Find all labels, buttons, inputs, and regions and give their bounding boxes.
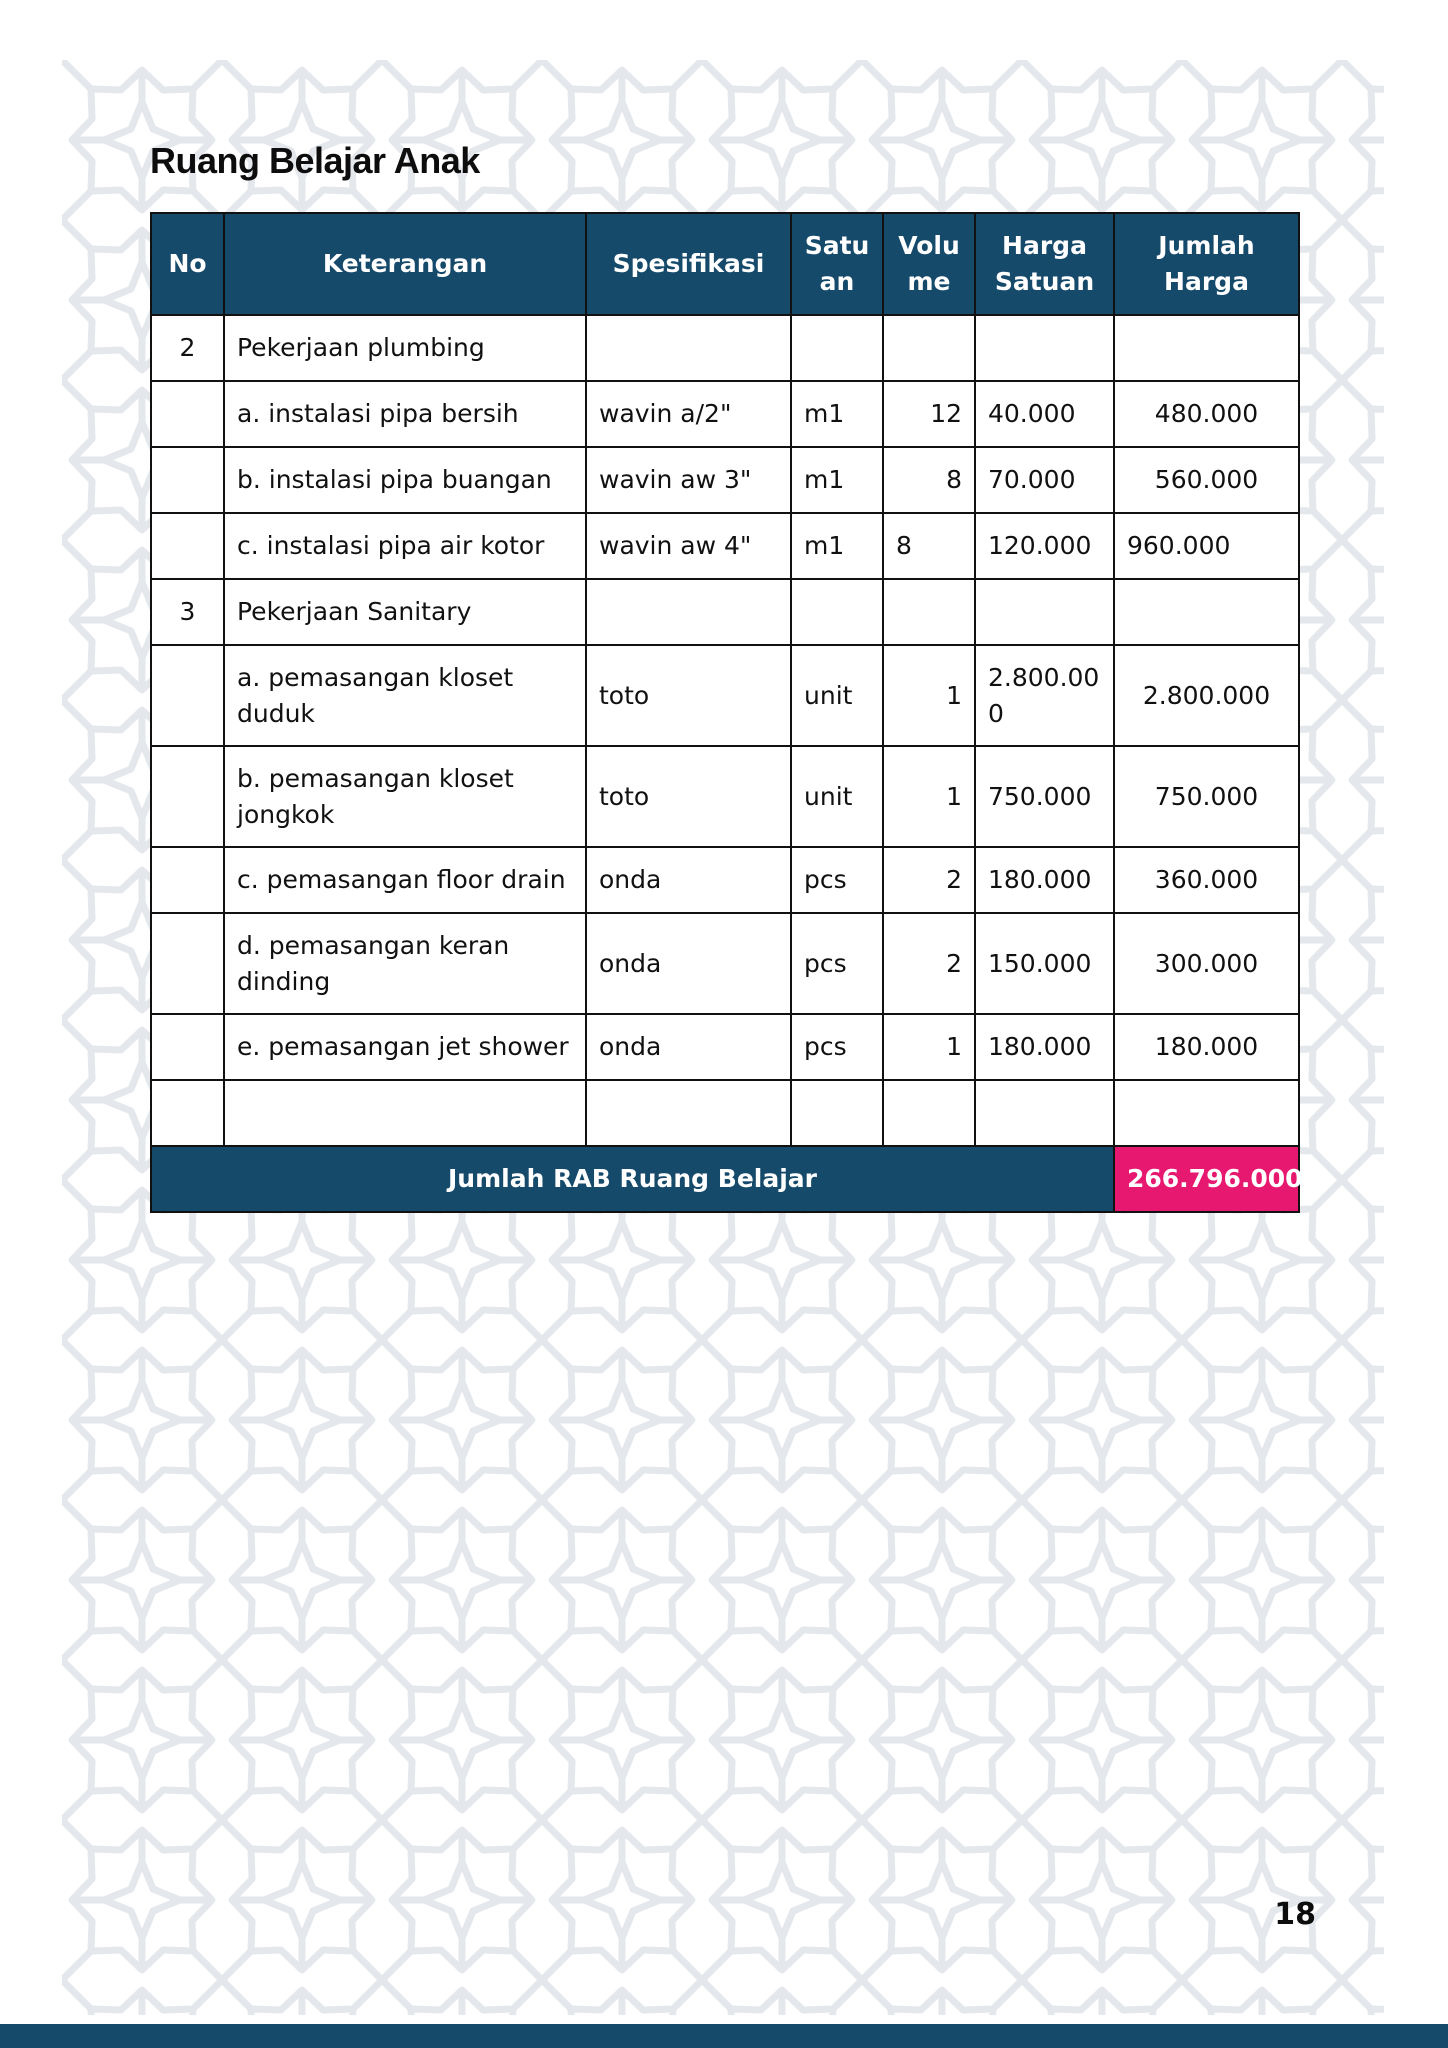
cell-jumlah-harga (1114, 1080, 1299, 1146)
cell-spesifikasi: onda (586, 847, 791, 913)
cell-spesifikasi: wavin aw 3" (586, 447, 791, 513)
header-volume: Volu me (883, 213, 975, 315)
cell-keterangan: b. instalasi pipa buangan (224, 447, 586, 513)
cell-volume: 1 (883, 1014, 975, 1080)
cell-spesifikasi: toto (586, 645, 791, 746)
cell-volume: 1 (883, 746, 975, 847)
header-satuan: Satu an (791, 213, 883, 315)
table-row (151, 315, 1299, 381)
cell-no: 3 (151, 579, 224, 645)
cell-satuan: pcs (791, 913, 883, 1014)
cell-harga-satuan (975, 315, 1114, 381)
table-row (151, 645, 1299, 746)
cell-no (151, 913, 224, 1014)
cell-no: 2 (151, 315, 224, 381)
cell-satuan: pcs (791, 1014, 883, 1080)
cell-keterangan: b. pemasangan kloset jongkok (224, 746, 586, 847)
cell-volume: 2 (883, 913, 975, 1014)
header-keterangan: Keterangan (224, 213, 586, 315)
cell-volume: 2 (883, 847, 975, 913)
cell-spesifikasi (586, 579, 791, 645)
cell-satuan (791, 579, 883, 645)
cell-spesifikasi: wavin a/2" (586, 381, 791, 447)
cell-spesifikasi: onda (586, 1014, 791, 1080)
cell-keterangan: a. instalasi pipa bersih (224, 381, 586, 447)
cell-jumlah-harga: 750.000 (1114, 746, 1299, 847)
cell-volume (883, 315, 975, 381)
cell-keterangan: e. pemasangan jet shower (224, 1014, 586, 1080)
cell-no (151, 1080, 224, 1146)
cell-keterangan: a. pemasangan kloset duduk (224, 645, 586, 746)
cell-satuan: m1 (791, 513, 883, 579)
cell-keterangan (224, 1080, 586, 1146)
cell-spesifikasi: wavin aw 4" (586, 513, 791, 579)
cell-volume (883, 579, 975, 645)
table-row (151, 1014, 1299, 1080)
cell-satuan (791, 315, 883, 381)
table-row (151, 913, 1299, 1014)
footer-bar (0, 2024, 1448, 2048)
table-row (151, 513, 1299, 579)
total-row (151, 1146, 1299, 1212)
cell-no (151, 1014, 224, 1080)
cell-satuan: m1 (791, 381, 883, 447)
cell-spesifikasi (586, 1080, 791, 1146)
table-row (151, 381, 1299, 447)
header-harga-satuan: Harga Satuan (975, 213, 1114, 315)
cell-harga-satuan: 750.000 (975, 746, 1114, 847)
cell-no (151, 847, 224, 913)
cell-no (151, 513, 224, 579)
page-title: Ruang Belajar Anak (150, 140, 480, 181)
cell-jumlah-harga: 560.000 (1114, 447, 1299, 513)
cell-spesifikasi (586, 315, 791, 381)
cell-jumlah-harga: 960.000 (1114, 513, 1299, 579)
cell-volume (883, 1080, 975, 1146)
cell-harga-satuan (975, 579, 1114, 645)
cell-harga-satuan (975, 1080, 1114, 1146)
table-row (151, 1080, 1299, 1146)
table-row (151, 746, 1299, 847)
cell-harga-satuan: 150.000 (975, 913, 1114, 1014)
table-header-row (151, 213, 1299, 315)
header-no: No (151, 213, 224, 315)
cell-jumlah-harga (1114, 315, 1299, 381)
cell-harga-satuan: 2.800.000 (975, 645, 1114, 746)
cell-volume: 12 (883, 381, 975, 447)
table-row (151, 447, 1299, 513)
cell-harga-satuan: 40.000 (975, 381, 1114, 447)
cell-no (151, 447, 224, 513)
cell-harga-satuan: 180.000 (975, 1014, 1114, 1080)
table-row (151, 847, 1299, 913)
cell-jumlah-harga: 2.800.000 (1114, 645, 1299, 746)
total-label: Jumlah RAB Ruang Belajar (151, 1146, 1114, 1212)
cell-spesifikasi: toto (586, 746, 791, 847)
cell-volume: 8 (883, 447, 975, 513)
cell-keterangan: c. pemasangan floor drain (224, 847, 586, 913)
cell-keterangan: Pekerjaan plumbing (224, 315, 586, 381)
cell-satuan (791, 1080, 883, 1146)
page-number: 18 (1274, 1897, 1316, 1932)
header-spesifikasi: Spesifikasi (586, 213, 791, 315)
cell-spesifikasi: onda (586, 913, 791, 1014)
cell-volume: 1 (883, 645, 975, 746)
table-row (151, 579, 1299, 645)
cell-harga-satuan: 180.000 (975, 847, 1114, 913)
cell-jumlah-harga: 360.000 (1114, 847, 1299, 913)
cell-no (151, 746, 224, 847)
rab-table (150, 212, 1303, 1213)
header-jumlah-harga: Jumlah Harga (1114, 213, 1299, 315)
cell-no (151, 645, 224, 746)
cell-jumlah-harga: 180.000 (1114, 1014, 1299, 1080)
cell-keterangan: Pekerjaan Sanitary (224, 579, 586, 645)
cell-satuan: m1 (791, 447, 883, 513)
cell-harga-satuan: 70.000 (975, 447, 1114, 513)
cell-keterangan: d. pemasangan keran dinding (224, 913, 586, 1014)
cell-jumlah-harga (1114, 579, 1299, 645)
cell-satuan: unit (791, 746, 883, 847)
cell-keterangan: c. instalasi pipa air kotor (224, 513, 586, 579)
cell-satuan: pcs (791, 847, 883, 913)
total-value: 266.796.000 (1114, 1146, 1299, 1212)
cell-satuan: unit (791, 645, 883, 746)
cell-no (151, 381, 224, 447)
cell-jumlah-harga: 300.000 (1114, 913, 1299, 1014)
cell-jumlah-harga: 480.000 (1114, 381, 1299, 447)
cell-volume: 8 (883, 513, 975, 579)
cell-harga-satuan: 120.000 (975, 513, 1114, 579)
